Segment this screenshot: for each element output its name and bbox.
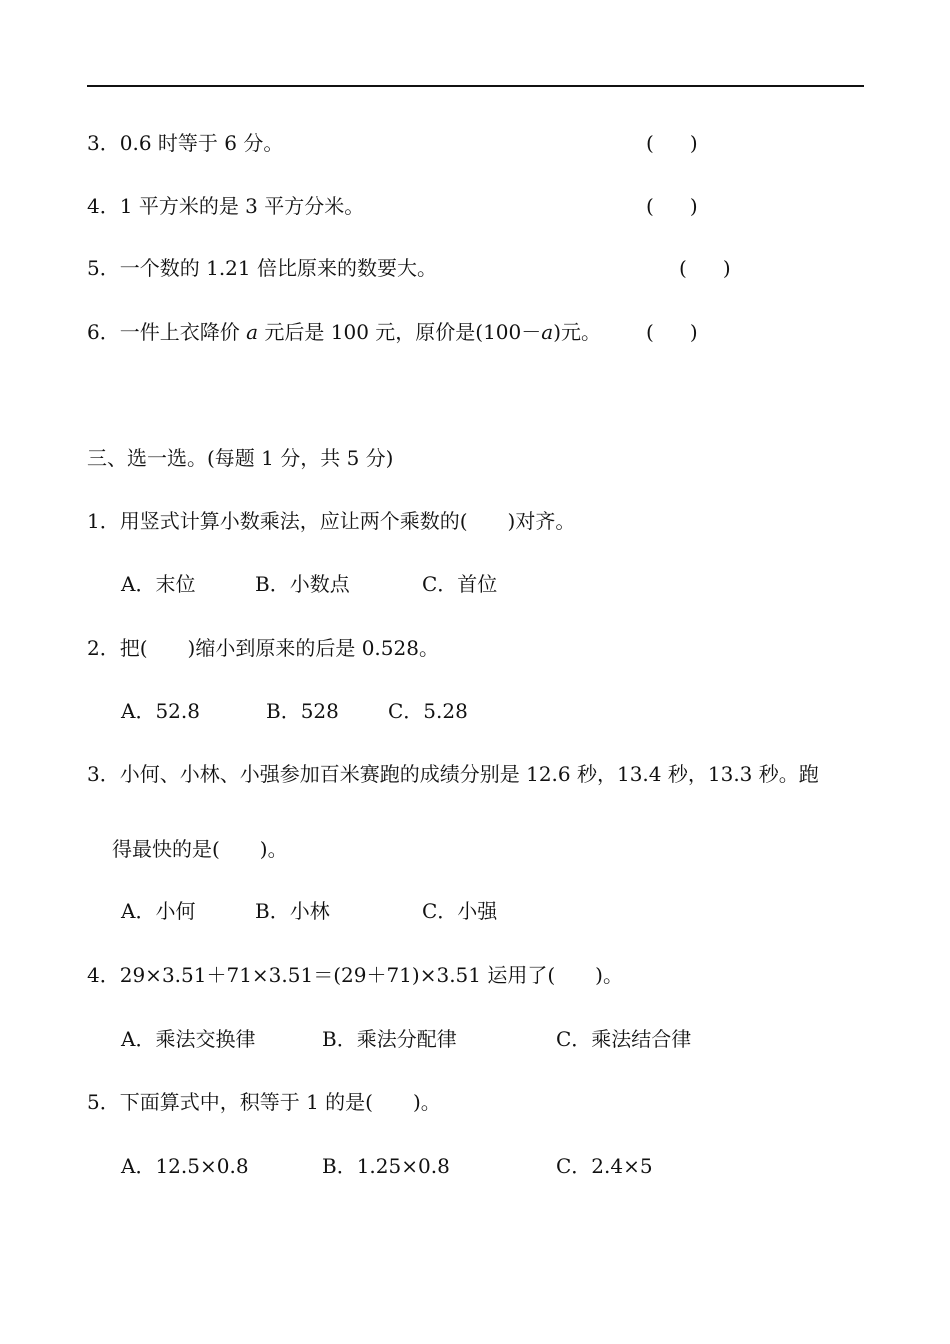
answer-paren-3[interactable]: ( ): [646, 131, 698, 155]
item-text: 一个数的 1.21 倍比原来的数要大。: [119, 256, 437, 280]
question-1: [87, 509, 575, 533]
option-1c[interactable]: C．首位: [422, 572, 498, 596]
question-text: 用竖式计算小数乘法，应让两个乘数的( )对齐。: [119, 509, 576, 533]
section-title: 三、选一选。(每题 1 分，共 5 分): [87, 446, 394, 470]
answer-paren-4[interactable]: ( ): [646, 194, 698, 218]
option-1a[interactable]: A．末位: [121, 572, 196, 596]
option-4b[interactable]: B．乘法分配律: [322, 1027, 457, 1051]
item-text: 1 平方米的是 3 平方分米。: [119, 194, 365, 218]
variable-a: a: [541, 320, 554, 344]
item-text: 0.6 时等于 6 分。: [119, 131, 284, 155]
option-5a[interactable]: A．12.5×0.8: [121, 1154, 249, 1178]
question-number: 2．: [87, 636, 120, 660]
option-5c[interactable]: C．2.4×5: [556, 1154, 653, 1178]
item-number: 6．: [87, 320, 120, 344]
option-3c[interactable]: C．小强: [422, 899, 498, 923]
answer-paren-6[interactable]: ( ): [646, 320, 698, 344]
option-1b[interactable]: B．小数点: [255, 572, 350, 596]
judge-item-3: [87, 131, 283, 155]
option-4a[interactable]: A．乘法交换律: [121, 1027, 256, 1051]
question-number: 5．: [87, 1090, 120, 1114]
item-number: 5．: [87, 256, 120, 280]
option-3a[interactable]: A．小何: [121, 899, 196, 923]
question-number: 3．: [87, 762, 120, 786]
question-text: 小何、小林、小强参加百米赛跑的成绩分别是 12.6 秒，13.4 秒，13.3 秒。跑: [119, 762, 819, 786]
question-4: [87, 963, 623, 987]
option-4c[interactable]: C．乘法结合律: [556, 1027, 692, 1051]
answer-paren-5[interactable]: ( ): [679, 256, 731, 280]
question-5: [87, 1090, 441, 1114]
option-3b[interactable]: B．小林: [255, 899, 330, 923]
item-number: 4．: [87, 194, 120, 218]
option-5b[interactable]: B．1.25×0.8: [322, 1154, 450, 1178]
question-3-continued: 得最快的是( )。: [112, 837, 288, 861]
question-3: [87, 762, 819, 786]
question-text: 29×3.51＋71×3.51＝(29＋71)×3.51 运用了( )。: [119, 963, 623, 987]
judge-item-6: 6．一件上衣降价 a 元后是 100 元，原价是(100－a)元。: [87, 320, 602, 344]
question-number: 4．: [87, 963, 120, 987]
option-2b[interactable]: B．528: [266, 699, 339, 723]
question-text: 下面算式中，积等于 1 的是( )。: [119, 1090, 441, 1114]
judge-item-5: [87, 256, 437, 280]
variable-a: a: [246, 320, 259, 344]
question-text: 把( )缩小到原来的后是 0.528。: [119, 636, 439, 660]
question-2: [87, 636, 439, 660]
item-number: 3．: [87, 131, 120, 155]
header-rule: [87, 85, 864, 87]
question-number: 1．: [87, 509, 120, 533]
option-2c[interactable]: C．5.28: [388, 699, 468, 723]
option-2a[interactable]: A．52.8: [121, 699, 200, 723]
judge-item-4: [87, 194, 364, 218]
